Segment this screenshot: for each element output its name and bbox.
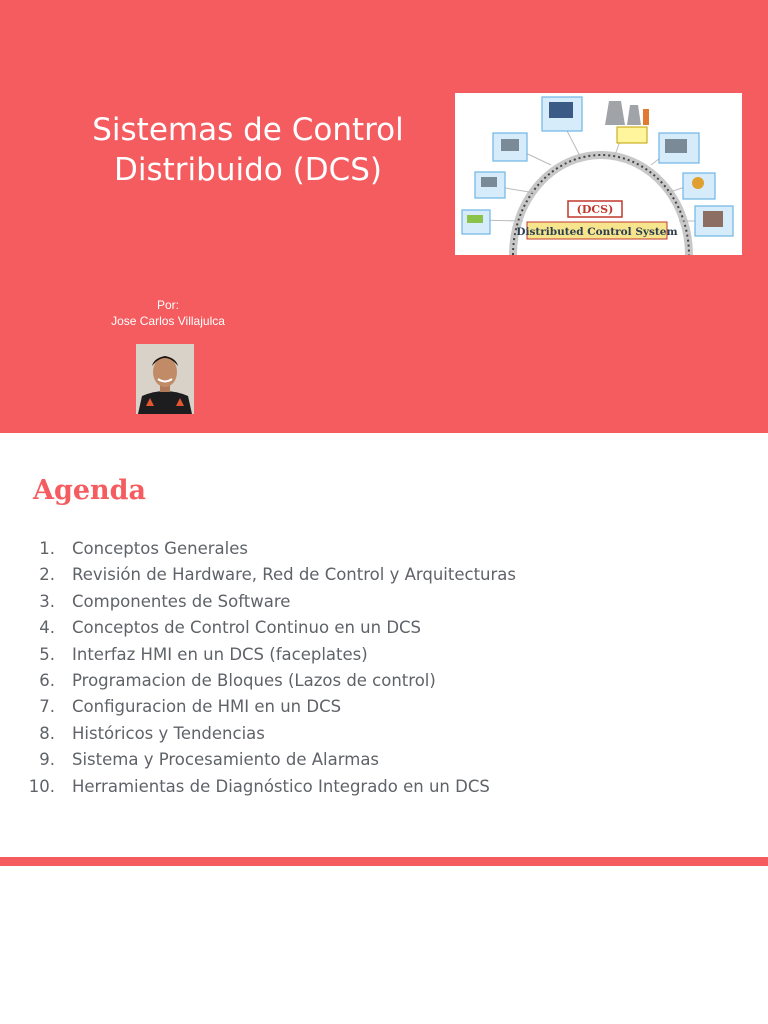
- dcs-diagram-image: [455, 93, 742, 255]
- author-name: Jose Carlos Villajulca: [111, 314, 225, 328]
- dcs-diagram-figure: [455, 93, 742, 255]
- list-item-number: 8.: [39, 723, 55, 743]
- list-item-text: Programacion de Bloques (Lazos de control): [72, 670, 436, 690]
- list-item-number: 1.: [39, 539, 55, 558]
- author-avatar: [136, 344, 194, 414]
- list-item-number: 9.: [39, 750, 55, 770]
- list-item-text: Herramientas de Diagnóstico Integrado en un DCS: [72, 776, 490, 796]
- list-item-number: 3.: [39, 591, 55, 611]
- list-item-text: Conceptos de Control Continuo en un DCS: [72, 618, 422, 638]
- list-item: [0, 694, 768, 720]
- list-item-text: Componentes de Software: [72, 591, 291, 611]
- list-item: [0, 615, 768, 641]
- list-item: [0, 536, 768, 562]
- author-prefix: Por:: [156, 298, 179, 312]
- list-item-number: 4.: [39, 618, 55, 638]
- list-item: [0, 721, 768, 747]
- author-photo-image: [136, 344, 194, 414]
- list-item-text: Configuracion de HMI en un DCS: [72, 697, 342, 717]
- list-item: [0, 668, 768, 694]
- list-item-number: 6.: [39, 670, 55, 690]
- agenda-list: [0, 536, 768, 800]
- list-item-number: 7.: [39, 697, 55, 717]
- list-item-number: 2.: [39, 565, 55, 585]
- agenda-title: Agenda: [33, 475, 147, 506]
- list-item-number: 5.: [39, 644, 55, 664]
- list-item-text: Interfaz HMI en un DCS (faceplates): [72, 644, 368, 664]
- list-item: [0, 642, 768, 668]
- list-item-number: 10.: [28, 776, 55, 796]
- slide-divider-bar: [0, 857, 768, 866]
- list-item: [0, 562, 768, 588]
- author-block: [98, 297, 238, 329]
- list-item: [0, 747, 768, 773]
- list-item: [0, 774, 768, 800]
- list-item: [0, 589, 768, 615]
- list-item-text: Conceptos Generales: [72, 539, 248, 558]
- list-item-text: Revisión de Hardware, Red de Control y Arquitecturas: [72, 565, 516, 585]
- list-item-text: Históricos y Tendencias: [72, 723, 265, 743]
- dcs-banner-text: Distributed Control System: [516, 226, 678, 238]
- slide-title: Sistemas de Control Distribuido (DCS): [92, 112, 404, 188]
- list-item-text: Sistema y Procesamiento de Alarmas: [72, 750, 380, 770]
- agenda-slide: [0, 433, 768, 857]
- title-slide: [0, 0, 768, 433]
- dcs-badge-text: (DCS): [576, 203, 614, 216]
